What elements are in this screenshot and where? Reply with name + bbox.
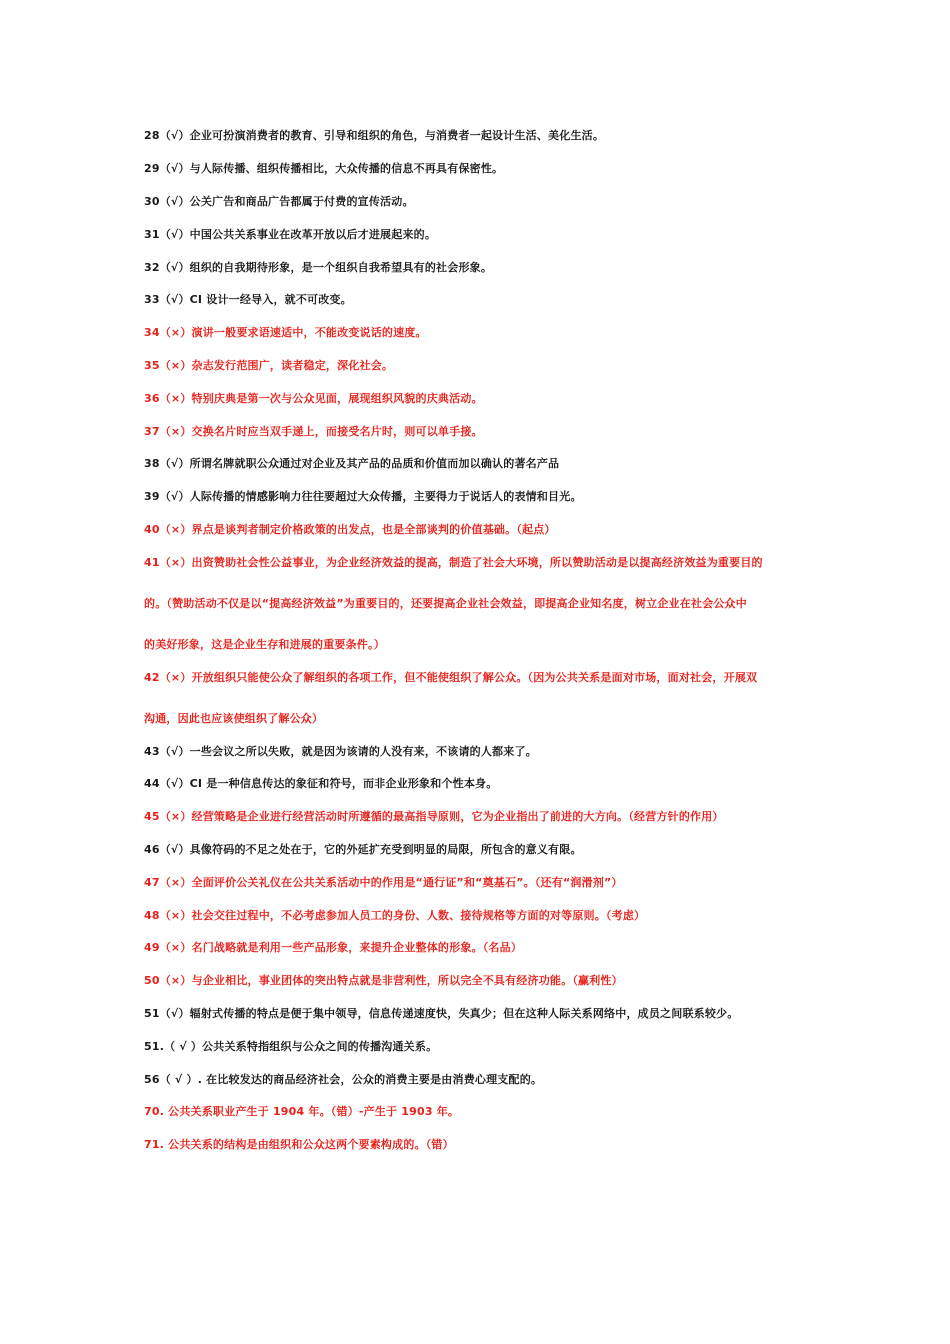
statement-39: 39（√）人际传播的情感影响力往往要超过大众传播，主要得力于说话人的表情和目光。 (144, 490, 582, 503)
statement-56: 56（ √ ）. 在比较发达的商品经济社会，公众的消费主要是由消费心理支配的。 (144, 1073, 543, 1086)
statement-29: 29（√）与人际传播、组织传播相比，大众传播的信息不再具有保密性。 (144, 162, 504, 175)
statement-30: 30（√）公关广告和商品广告都属于付费的宣传活动。 (144, 195, 414, 208)
statement-36: 36（×）特别庆典是第一次与公众见面，展现组织风貌的庆典活动。 (144, 392, 483, 405)
statement-28: 28（√）企业可扮演消费者的教育、引导和组织的角色，与消费者一起设计生活、美化生活。 (144, 129, 605, 142)
statement-70: 70. 公共关系职业产生于 1904 年。（错）-产生于 1903 年。 (144, 1105, 460, 1118)
statement-34: 34（×）演讲一般要求语速适中，不能改变说话的速度。 (144, 326, 427, 339)
statement-45: 45（×）经营策略是企业进行经营活动时所遵循的最高指导原则，它为企业指出了前进的大方向。（经营方针的作用） (144, 810, 724, 823)
statement-48: 48（×）社会交往过程中，不必考虑参加人员工的身份、人数、接待规格等方面的对等原则。（考虑） (144, 909, 646, 922)
statement-31: 31（√）中国公共关系事业在改革开放以后才进展起来的。 (144, 228, 437, 241)
statement-51: 51（√）辐射式传播的特点是便于集中领导，信息传递速度快，失真少；但在这种人际关系网络中，成员之间联系较少。 (144, 1007, 739, 1020)
statement-41-line-2: 的。（赞助活动不仅是以“提高经济效益”为重要目的，还要提高企业社会效益，即提高企业知名度，树立企业在社会公众中 (144, 597, 747, 610)
statement-51b: 51.（ √ ）公共关系特指组织与公众之间的传播沟通关系。 (144, 1040, 438, 1053)
statement-71: 71. 公共关系的结构是由组织和公众这两个要素构成的。（错） (144, 1138, 454, 1151)
statement-37: 37（×）交换名片时应当双手递上，而接受名片时，则可以单手接。 (144, 425, 483, 438)
statement-41-line-1: 41（×）出资赞助社会性公益事业，为企业经济效益的提高，制造了社会大环境，所以赞助活动是以提高经济效益为重要目的 (144, 556, 763, 569)
statement-43: 43（√）一些会议之所以失败，就是因为该请的人没有来，不该请的人都来了。 (144, 745, 537, 758)
statement-42-line-1: 42（×）开放组织只能使公众了解组织的各项工作，但不能使组织了解公众。（因为公共关系是面对市场，面对社会，开展双 (144, 671, 758, 684)
statement-38: 38（√）所谓名牌就职公众通过对企业及其产品的品质和价值而加以确认的著名产品 (144, 457, 560, 470)
statement-32: 32（√）组织的自我期待形象，是一个组织自我希望具有的社会形象。 (144, 261, 493, 274)
statement-35: 35（×）杂志发行范围广，读者稳定，深化社会。 (144, 359, 394, 372)
statement-49: 49（×）名门战略就是利用一些产品形象，来提升企业整体的形象。（名品） (144, 941, 523, 954)
statement-50: 50（×）与企业相比，事业团体的突出特点就是非营利性，所以完全不具有经济功能。（赢利性） (144, 974, 623, 987)
statement-44: 44（√）CI 是一种信息传达的象征和符号，而非企业形象和个性本身。 (144, 777, 498, 790)
statement-46: 46（√）具像符码的不足之处在于，它的外延扩充受到明显的局限，所包含的意义有限。 (144, 843, 582, 856)
statement-40: 40（×）界点是谈判者制定价格政策的出发点，也是全部谈判的价值基础。（起点） (144, 523, 556, 536)
statement-47: 47（×）全面评价公关礼仪在公共关系活动中的作用是“通行证”和“奠基石”。（还有“润滑剂”） (144, 876, 623, 889)
statement-41-line-3: 的美好形象，这是企业生存和进展的重要条件。） (144, 638, 385, 651)
statement-33: 33（√）CI 设计一经导入，就不可改变。 (144, 293, 352, 306)
statement-42-line-2: 沟通，因此也应该使组织了解公众） (144, 712, 324, 725)
